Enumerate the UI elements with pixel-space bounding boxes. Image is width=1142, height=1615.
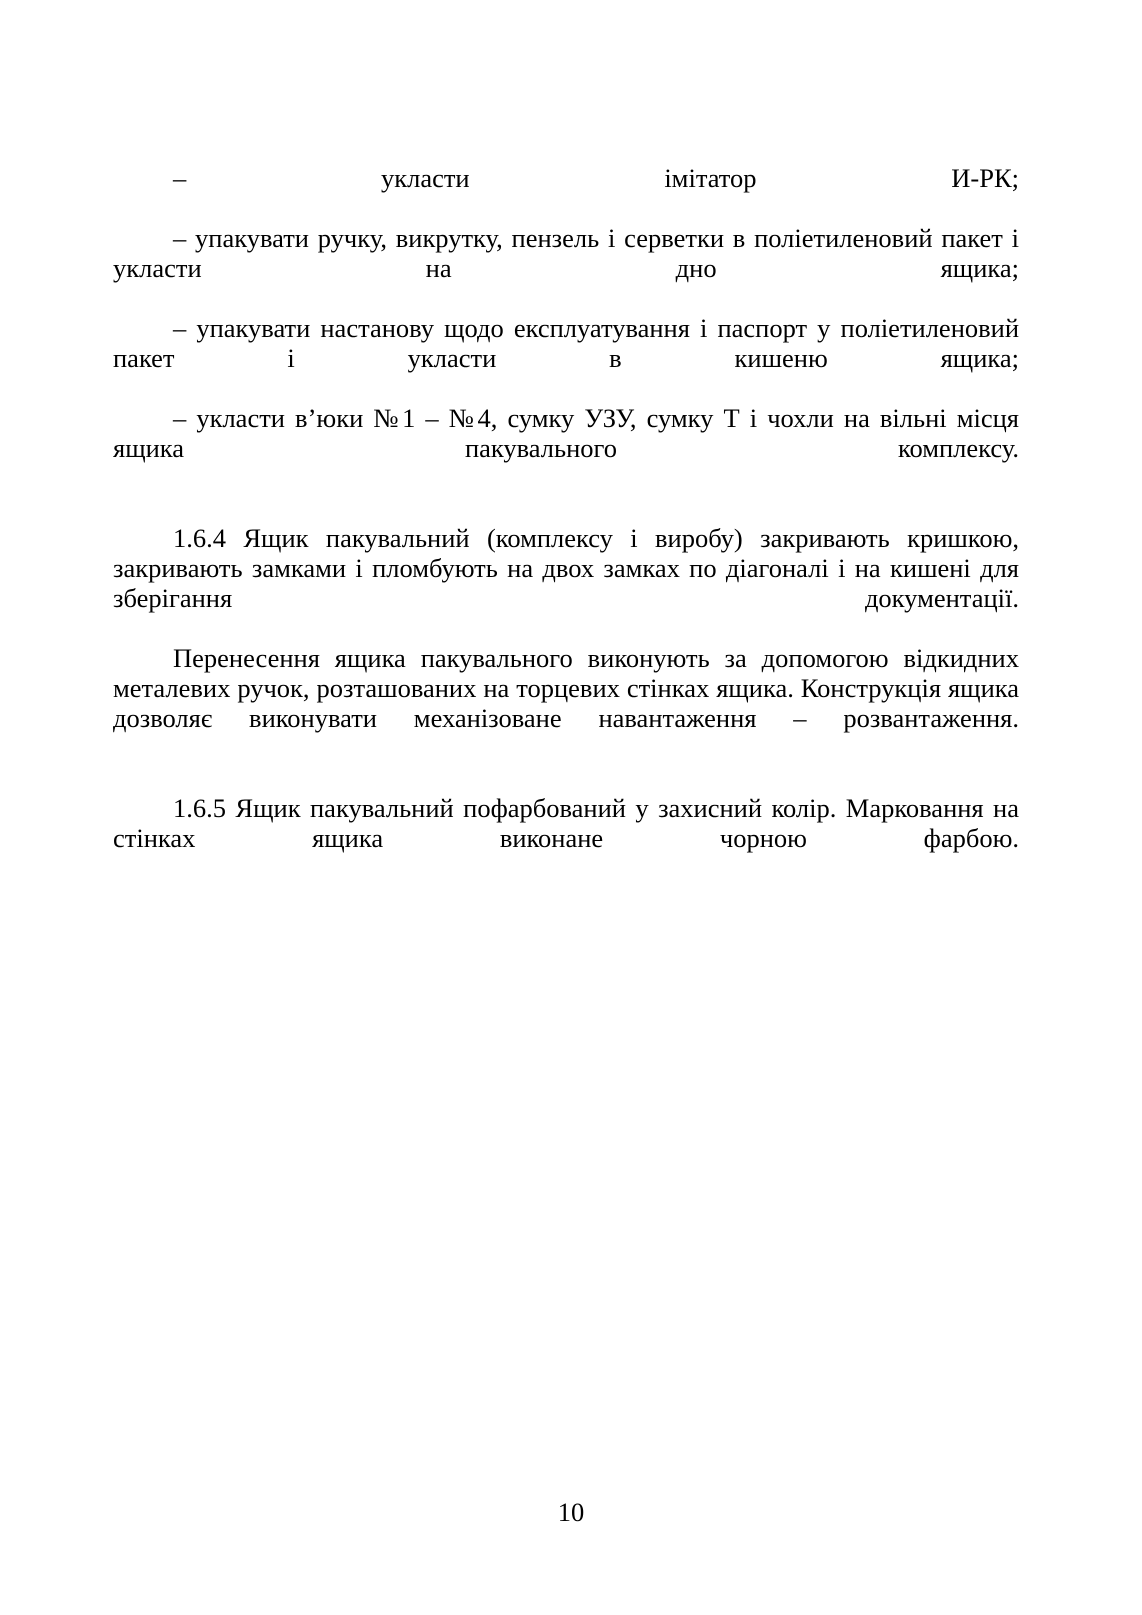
list-item: – укласти в’юки №1 – №4, сумку УЗУ, сумку Т і чохли на вільні місця ящика пакувального комплексу. [113,403,1019,463]
page-body [113,163,1019,883]
list-item: – укласти імітатор И-РК; [173,163,1019,193]
list-item: – упакувати настанову щодо експлуатування і паспорт у поліетиленовий пакет і укласти в кишеню ящика; [113,313,1019,373]
paragraph-clause-1-6-4-continued: Перенесення ящика пакувального виконують за допомогою відкидних металевих ручок, розташованих на торцевих стінках ящика. Конструкція ящика дозволяє виконувати механізоване навантаження – розвантаження. [113,643,1019,733]
list-item: – упакувати ручку, викрутку, пензель і серветки в поліетиленовий пакет і укласти на дно ящика; [113,223,1019,283]
paragraph-spacer [113,493,1019,523]
page-number: 10 [557,1497,585,1527]
paragraph-clause-1-6-5: 1.6.5 Ящик пакувальний пофарбований у захисний колір. Марковання на стінках ящика виконане чорною фарбою. [113,793,1019,853]
paragraph-spacer [113,763,1019,793]
paragraph-clause-1-6-4: 1.6.4 Ящик пакувальний (комплексу і виробу) закривають кришкою, закривають замками і пломбують на двох замках по діагоналі і на кишені для зберігання документації. [113,523,1019,613]
